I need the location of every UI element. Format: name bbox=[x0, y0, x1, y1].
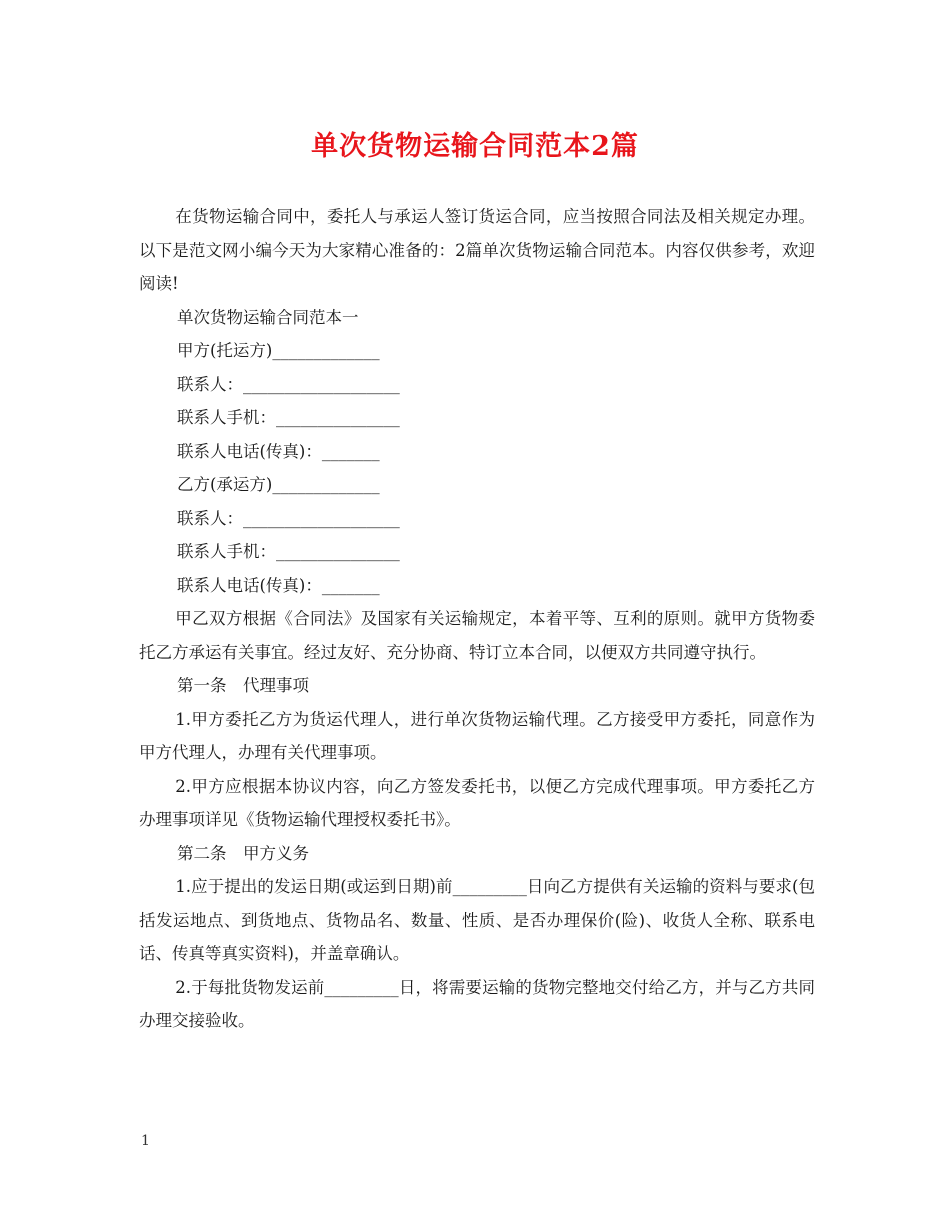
party-a-mobile-field: 联系人手机：_______________ bbox=[177, 408, 400, 427]
party-b-field: 乙方(承运方)_____________ bbox=[177, 475, 380, 494]
article-one-clause-1: 1.甲方委托乙方为货运代理人，进行单次货物运输代理。乙方接受甲方委托，同意作为甲方代理人，办理有关代理事项。 bbox=[139, 709, 815, 762]
party-b-contact-field: 联系人：___________________ bbox=[177, 508, 400, 528]
article-two-heading: 第二条 甲方义务 bbox=[177, 843, 309, 863]
party-b-mobile-field: 联系人手机：_______________ bbox=[177, 542, 400, 561]
party-a-phone-fax-field: 联系人电话(传真)：_______ bbox=[177, 441, 380, 461]
page-number: 1 bbox=[141, 1133, 150, 1149]
document-body bbox=[139, 200, 815, 1038]
document-title: 单次货物运输合同范本2篇 bbox=[311, 131, 639, 162]
preamble-paragraph: 甲乙双方根据《合同法》及国家有关运输规定，本着平等、互利的原则。就甲方货物委托乙方承运有关事宜。经过友好、充分协商、特订立本合同，以便双方共同遵守执行。 bbox=[139, 609, 815, 662]
article-one-clause-2: 2.甲方应根据本协议内容，向乙方签发委托书，以便乙方完成代理事项。甲方委托乙方办理事项详见《货物运输代理授权委托书》。 bbox=[139, 776, 815, 829]
article-one-heading: 第一条 代理事项 bbox=[177, 676, 309, 695]
intro-paragraph: 在货物运输合同中，委托人与承运人签订货运合同，应当按照合同法及相关规定办理。以下是范文网小编今天为大家精心准备的：2篇单次货物运输合同范本。内容仅供参考，欢迎阅读! bbox=[139, 207, 815, 293]
party-b-phone-fax-field: 联系人电话(传真)：_______ bbox=[177, 575, 380, 595]
article-two-clause-1: 1.应于提出的发运日期(或运到日期)前_________日向乙方提供有关运输的资料与要求(包括发运地点、到货地点、货物品名、数量、性质、是否办理保价(险)、收货人全称、联系电话、传真等真实资料)，并盖章确认。 bbox=[139, 877, 815, 963]
party-a-contact-field: 联系人：___________________ bbox=[177, 374, 400, 394]
section-heading-contract-one: 单次货物运输合同范本一 bbox=[177, 307, 359, 327]
party-a-field: 甲方(托运方)_____________ bbox=[177, 341, 380, 360]
article-two-clause-2: 2.于每批货物发运前_________日，将需要运输的货物完整地交付给乙方，并与乙方共同办理交接验收。 bbox=[139, 977, 815, 1030]
